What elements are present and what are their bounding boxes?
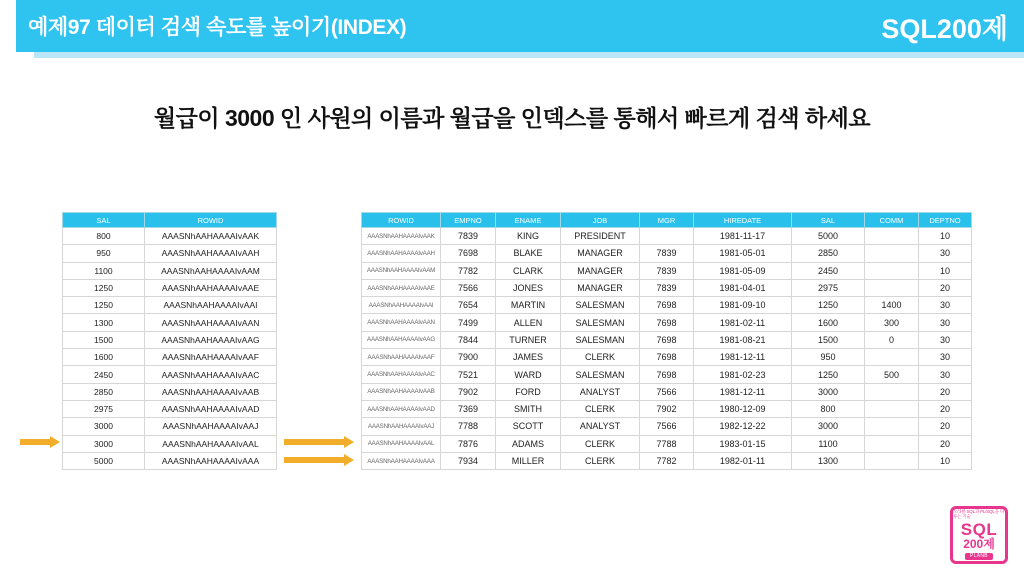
table-cell: 1400	[865, 297, 919, 314]
table-row	[362, 297, 972, 314]
table-cell: 1250	[792, 297, 865, 314]
table-cell: 20	[919, 383, 972, 400]
table-cell: AAASNhAAHAAAAIvAAE	[145, 279, 277, 296]
table-cell: 7698	[640, 349, 694, 366]
table-row	[362, 435, 972, 452]
table-cell: 1500	[63, 331, 145, 348]
table-cell: AAASNhAAHAAAAIvAAK	[145, 228, 277, 245]
table-cell: 1600	[792, 314, 865, 331]
table-row	[63, 418, 277, 435]
table-cell: 1981-05-09	[694, 262, 792, 279]
table-cell: 7521	[441, 366, 496, 383]
table-cell	[865, 262, 919, 279]
table-cell: FORD	[496, 383, 561, 400]
question-text: 월급이 3000 인 사원의 이름과 월급을 인덱스를 통해서 빠르게 검색 하세요	[153, 105, 871, 131]
column-header-rowid: ROWID	[362, 213, 441, 228]
table-cell: 1981-05-01	[694, 245, 792, 262]
table-cell: 2850	[792, 245, 865, 262]
table-cell: AAASNhAAHAAAAIvAAN	[362, 314, 441, 331]
table-cell: CLERK	[561, 400, 640, 417]
table-cell: AAASNhAAHAAAAIvAAB	[145, 383, 277, 400]
column-header-comm: COMM	[865, 213, 919, 228]
table-cell: MILLER	[496, 452, 561, 469]
table-cell: 1982-12-22	[694, 418, 792, 435]
book-logo	[950, 506, 1008, 564]
table-cell: 7782	[441, 262, 496, 279]
table-cell: 3000	[792, 383, 865, 400]
slide-header	[0, 0, 1024, 52]
table-row	[63, 262, 277, 279]
table-cell: CLERK	[561, 349, 640, 366]
table-cell: 950	[792, 349, 865, 366]
table-cell: AAASNhAAHAAAAIvAAK	[362, 228, 441, 245]
table-cell: 1100	[792, 435, 865, 452]
table-cell: SCOTT	[496, 418, 561, 435]
arrow-head	[50, 436, 60, 448]
table-row	[63, 400, 277, 417]
table-cell: ADAMS	[496, 435, 561, 452]
table-cell: 1500	[792, 331, 865, 348]
table-cell: AAASNhAAHAAAAIvAAA	[362, 452, 441, 469]
page-title: 예제97 데이터 검색 속도를 높이기(INDEX)	[28, 16, 407, 39]
emp-table-container	[361, 212, 972, 470]
table-cell: MANAGER	[561, 245, 640, 262]
table-cell: 10	[919, 452, 972, 469]
table-cell: 1250	[63, 279, 145, 296]
table-cell: AAASNhAAHAAAAIvAAM	[362, 262, 441, 279]
table-row	[362, 314, 972, 331]
arrow-shaft	[20, 439, 50, 445]
table-cell: 5000	[63, 452, 145, 469]
table-cell: 3000	[792, 418, 865, 435]
table-cell: CLARK	[496, 262, 561, 279]
table-row	[63, 314, 277, 331]
table-cell: AAASNhAAHAAAAIvAAB	[362, 383, 441, 400]
table-row	[362, 228, 972, 245]
table-cell: AAASNhAAHAAAAIvAAM	[145, 262, 277, 279]
arrow-pointer-row-scott	[284, 436, 354, 448]
table-cell: 20	[919, 418, 972, 435]
table-cell: 30	[919, 314, 972, 331]
table-cell: 20	[919, 435, 972, 452]
table-cell: 1600	[63, 349, 145, 366]
table-cell	[865, 228, 919, 245]
table-cell: ANALYST	[561, 383, 640, 400]
table-cell: 1100	[63, 262, 145, 279]
table-cell: SALESMAN	[561, 314, 640, 331]
table-cell: AAASNhAAHAAAAIvAAG	[145, 331, 277, 348]
table-cell	[865, 435, 919, 452]
arrow-pointer-left	[20, 436, 60, 448]
column-header-sal: SAL	[792, 213, 865, 228]
table-row	[362, 262, 972, 279]
emp-table-body	[362, 228, 972, 470]
table-cell: CLERK	[561, 452, 640, 469]
header-underline	[0, 52, 1024, 58]
table-row	[63, 297, 277, 314]
logo-publisher: PLANB	[965, 553, 993, 560]
table-cell: AAASNhAAHAAAAIvAAH	[145, 245, 277, 262]
table-cell: AAASNhAAHAAAAIvAAL	[145, 435, 277, 452]
table-cell: 7698	[640, 297, 694, 314]
table-cell: 1250	[63, 297, 145, 314]
table-cell: AAASNhAAHAAAAIvAAN	[145, 314, 277, 331]
table-cell: 1981-08-21	[694, 331, 792, 348]
table-cell: JONES	[496, 279, 561, 296]
table-cell: 800	[63, 228, 145, 245]
table-cell: 7839	[640, 245, 694, 262]
table-cell: 10	[919, 228, 972, 245]
table-cell: 1981-09-10	[694, 297, 792, 314]
index-table	[62, 212, 277, 470]
table-cell: 7698	[640, 314, 694, 331]
table-cell: 800	[792, 400, 865, 417]
table-cell: 1980-12-09	[694, 400, 792, 417]
index-table-container	[62, 212, 277, 470]
table-cell	[640, 228, 694, 245]
table-header-row	[63, 213, 277, 228]
table-cell: 7654	[441, 297, 496, 314]
table-row	[362, 366, 972, 383]
table-cell: MARTIN	[496, 297, 561, 314]
arrow-head	[344, 454, 354, 466]
table-cell: 10	[919, 262, 972, 279]
table-cell: 30	[919, 349, 972, 366]
table-cell: 7839	[441, 228, 496, 245]
table-cell: SALESMAN	[561, 297, 640, 314]
column-header-ename: ENAME	[496, 213, 561, 228]
table-cell: SMITH	[496, 400, 561, 417]
table-row	[362, 383, 972, 400]
table-cell: 1300	[63, 314, 145, 331]
table-row	[63, 452, 277, 469]
table-cell: 300	[865, 314, 919, 331]
logo-number-text: 200제	[963, 537, 995, 551]
table-cell: 2450	[63, 366, 145, 383]
table-cell: ANALYST	[561, 418, 640, 435]
table-cell: 7900	[441, 349, 496, 366]
table-cell: 7499	[441, 314, 496, 331]
table-cell: 7902	[441, 383, 496, 400]
table-cell: AAASNhAAHAAAAIvAAL	[362, 435, 441, 452]
table-cell: 1981-12-11	[694, 349, 792, 366]
table-cell: 30	[919, 331, 972, 348]
table-cell	[865, 400, 919, 417]
table-cell: 3000	[63, 418, 145, 435]
table-cell: 2850	[63, 383, 145, 400]
table-row	[362, 349, 972, 366]
table-cell: 5000	[792, 228, 865, 245]
table-cell: 1981-04-01	[694, 279, 792, 296]
emp-table	[361, 212, 972, 470]
table-cell: 1981-12-11	[694, 383, 792, 400]
column-header-sal: SAL	[63, 213, 145, 228]
table-cell: 20	[919, 279, 972, 296]
table-cell: 7698	[640, 331, 694, 348]
table-cell: WARD	[496, 366, 561, 383]
table-cell: SALESMAN	[561, 366, 640, 383]
table-cell: 7839	[640, 262, 694, 279]
table-cell: 7698	[640, 366, 694, 383]
table-cell: CLERK	[561, 435, 640, 452]
table-cell: 1983-01-15	[694, 435, 792, 452]
table-cell: AAASNhAAHAAAAIvAAD	[145, 400, 277, 417]
table-cell: TURNER	[496, 331, 561, 348]
table-cell: 1981-02-11	[694, 314, 792, 331]
arrow-shaft	[284, 457, 344, 463]
table-cell: AAASNhAAHAAAAIvAAG	[362, 331, 441, 348]
table-cell: 1300	[792, 452, 865, 469]
table-cell: 7839	[640, 279, 694, 296]
table-cell: KING	[496, 228, 561, 245]
table-cell: 1981-11-17	[694, 228, 792, 245]
table-cell: 1250	[792, 366, 865, 383]
table-cell: 7844	[441, 331, 496, 348]
table-cell: AAASNhAAHAAAAIvAAF	[362, 349, 441, 366]
table-cell: ALLEN	[496, 314, 561, 331]
table-cell: 3000	[63, 435, 145, 452]
table-row	[63, 331, 277, 348]
table-row	[362, 245, 972, 262]
table-cell: 1981-02-23	[694, 366, 792, 383]
table-cell: 20	[919, 400, 972, 417]
header-underline-notch	[0, 52, 34, 58]
table-cell: 7782	[640, 452, 694, 469]
table-cell: AAASNhAAHAAAAIvAAH	[362, 245, 441, 262]
table-cell: 30	[919, 245, 972, 262]
table-cell: BLAKE	[496, 245, 561, 262]
arrow-pointer-row-adams	[284, 454, 354, 466]
brand-title: SQL200제	[881, 13, 1008, 44]
table-cell: 2975	[63, 400, 145, 417]
table-cell: AAASNhAAHAAAAIvAAF	[145, 349, 277, 366]
table-row	[63, 228, 277, 245]
table-cell: 7934	[441, 452, 496, 469]
table-cell: 7566	[640, 418, 694, 435]
table-cell: AAASNhAAHAAAAIvAAJ	[145, 418, 277, 435]
table-row	[362, 418, 972, 435]
table-row	[63, 366, 277, 383]
table-cell: 30	[919, 297, 972, 314]
table-cell: 30	[919, 366, 972, 383]
table-cell	[865, 452, 919, 469]
column-header-mgr: MGR	[640, 213, 694, 228]
table-cell: 950	[63, 245, 145, 262]
column-header-job: JOB	[561, 213, 640, 228]
table-cell: 0	[865, 331, 919, 348]
table-cell: AAASNhAAHAAAAIvAAD	[362, 400, 441, 417]
column-header-rowid: ROWID	[145, 213, 277, 228]
table-cell: PRESIDENT	[561, 228, 640, 245]
table-cell	[865, 418, 919, 435]
table-cell: SALESMAN	[561, 331, 640, 348]
table-cell	[865, 245, 919, 262]
table-cell: AAASNhAAHAAAAIvAAC	[145, 366, 277, 383]
logo-sql-text: SQL	[960, 520, 998, 539]
column-header-empno: EMPNO	[441, 213, 496, 228]
table-cell: AAASNhAAHAAAAIvAAJ	[362, 418, 441, 435]
table-cell: 7566	[441, 279, 496, 296]
table-row	[63, 245, 277, 262]
column-header-deptno: DEPTNO	[919, 213, 972, 228]
table-cell: 7698	[441, 245, 496, 262]
index-table-body	[63, 228, 277, 470]
table-cell	[865, 349, 919, 366]
table-cell: 500	[865, 366, 919, 383]
table-cell: AAASNhAAHAAAAIvAAI	[145, 297, 277, 314]
table-cell: 1982-01-11	[694, 452, 792, 469]
table-row	[362, 400, 972, 417]
table-cell	[865, 279, 919, 296]
table-cell: 7788	[441, 418, 496, 435]
arrow-head	[344, 436, 354, 448]
table-header-row	[362, 213, 972, 228]
table-cell	[865, 383, 919, 400]
table-row	[362, 331, 972, 348]
table-cell: AAASNhAAHAAAAIvAAE	[362, 279, 441, 296]
table-cell: AAASNhAAHAAAAIvAAI	[362, 297, 441, 314]
table-cell: 7566	[640, 383, 694, 400]
table-row	[63, 349, 277, 366]
table-cell: MANAGER	[561, 262, 640, 279]
arrow-shaft	[284, 439, 344, 445]
table-cell: JAMES	[496, 349, 561, 366]
table-cell: AAASNhAAHAAAAIvAAA	[145, 452, 277, 469]
table-cell: 7369	[441, 400, 496, 417]
table-cell: 7902	[640, 400, 694, 417]
logo-tagline: 오라클 SQL과 PL/SQL을 다루는 기술	[953, 509, 1004, 519]
table-cell: 7876	[441, 435, 496, 452]
table-cell: MANAGER	[561, 279, 640, 296]
table-row	[362, 279, 972, 296]
table-row	[63, 279, 277, 296]
table-cell: 2975	[792, 279, 865, 296]
table-cell: AAASNhAAHAAAAIvAAC	[362, 366, 441, 383]
table-cell: 2450	[792, 262, 865, 279]
table-row	[63, 383, 277, 400]
table-row	[63, 435, 277, 452]
header-left-accent	[0, 0, 16, 52]
column-header-hiredate: HIREDATE	[694, 213, 792, 228]
table-row	[362, 452, 972, 469]
table-cell: 7788	[640, 435, 694, 452]
